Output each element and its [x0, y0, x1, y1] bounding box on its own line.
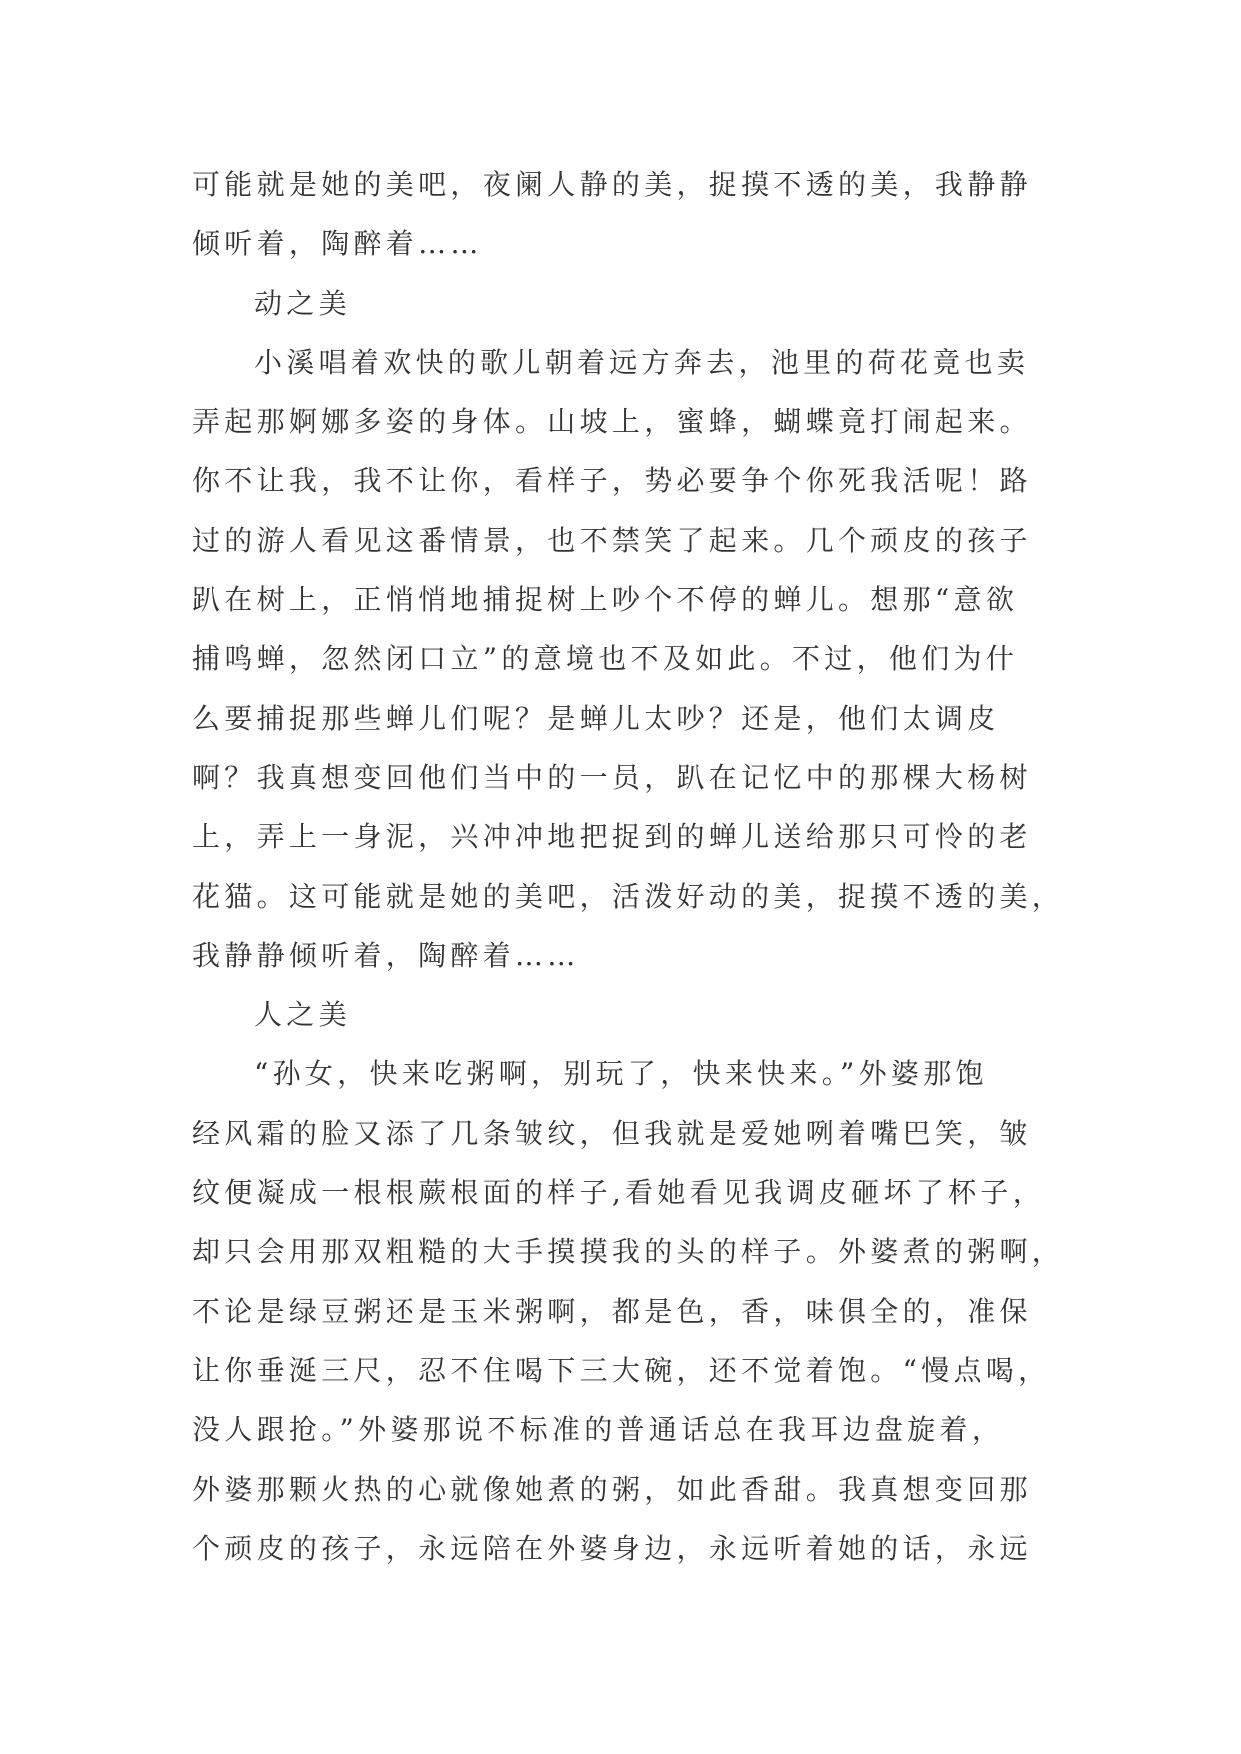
paragraph-line: 让你垂涎三尺，忍不住喝下三大碗，还不觉着饱。“慢点喝，: [192, 1353, 1051, 1387]
paragraph-line: 纹便凝成一根根蕨根面的样子,看她看见我调皮砸坏了杯子，: [192, 1176, 1046, 1210]
paragraph-line: “孙女，快来吃粥啊，别玩了，快来快来。”外婆那饱: [254, 1057, 988, 1091]
paragraph-line: 上，弄上一身泥，兴冲冲地把捉到的蝉儿送给那只可怜的老: [192, 820, 1032, 854]
paragraph-line: 不论是绿豆粥还是玉米粥啊，都是色，香，味俱全的，准保: [192, 1294, 1032, 1328]
paragraph-line: 个顽皮的孩子，永远陪在外婆身边，永远听着她的话，永远: [192, 1531, 1032, 1565]
section-heading-dong-zhi-mei: 动之美: [254, 286, 351, 320]
paragraph-line: 经风霜的脸又添了几条皱纹，但我就是爱她咧着嘴巴笑，皱: [192, 1116, 1032, 1150]
document-body: [192, 155, 1065, 1578]
paragraph-line: 趴在树上，正悄悄地捕捉树上吵个不停的蝉儿。想那“意欲: [192, 583, 1019, 617]
paragraph-line: 你不让我，我不让你，看样子，势必要争个你死我活呢！路: [192, 464, 1032, 498]
paragraph-line: 却只会用那双粗糙的大手摸摸我的头的样子。外婆煮的粥啊，: [192, 1235, 1065, 1269]
paragraph-line: 可能就是她的美吧，夜阑人静的美，捉摸不透的美，我静静: [192, 168, 1032, 201]
section-heading-ren-zhi-mei: 人之美: [254, 998, 351, 1032]
paragraph-line: 我静静倾听着，陶醉着……: [192, 938, 580, 972]
paragraph-line: 弄起那婀娜多姿的身体。山坡上，蜜蜂，蝴蝶竟打闹起来。: [192, 405, 1032, 439]
paragraph-line: 外婆那颗火热的心就像她煮的粥，如此香甜。我真想变回那: [192, 1472, 1032, 1506]
paragraph-line: 啊？我真想变回他们当中的一员，趴在记忆中的那棵大杨树: [192, 760, 1032, 794]
paragraph-line: 花猫。这可能就是她的美吧，活泼好动的美，捉摸不透的美，: [192, 879, 1065, 913]
paragraph-line: 小溪唱着欢快的歌儿朝着远方奔去，池里的荷花竟也卖: [254, 345, 1030, 379]
paragraph-line: 么要捕捉那些蝉儿们呢？是蝉儿太吵？还是，他们太调皮: [192, 701, 1000, 735]
paragraph-line: 过的游人看见这番情景，也不禁笑了起来。几个顽皮的孩子: [192, 523, 1032, 557]
paragraph-line: 倾听着，陶醉着……: [192, 227, 483, 261]
paragraph-line: 没人跟抢。”外婆那说不标准的普通话总在我耳边盘旋着，: [192, 1413, 1005, 1447]
paragraph-line: 捕鸣蝉，忽然闭口立”的意境也不及如此。不过，他们为什: [192, 642, 1019, 676]
